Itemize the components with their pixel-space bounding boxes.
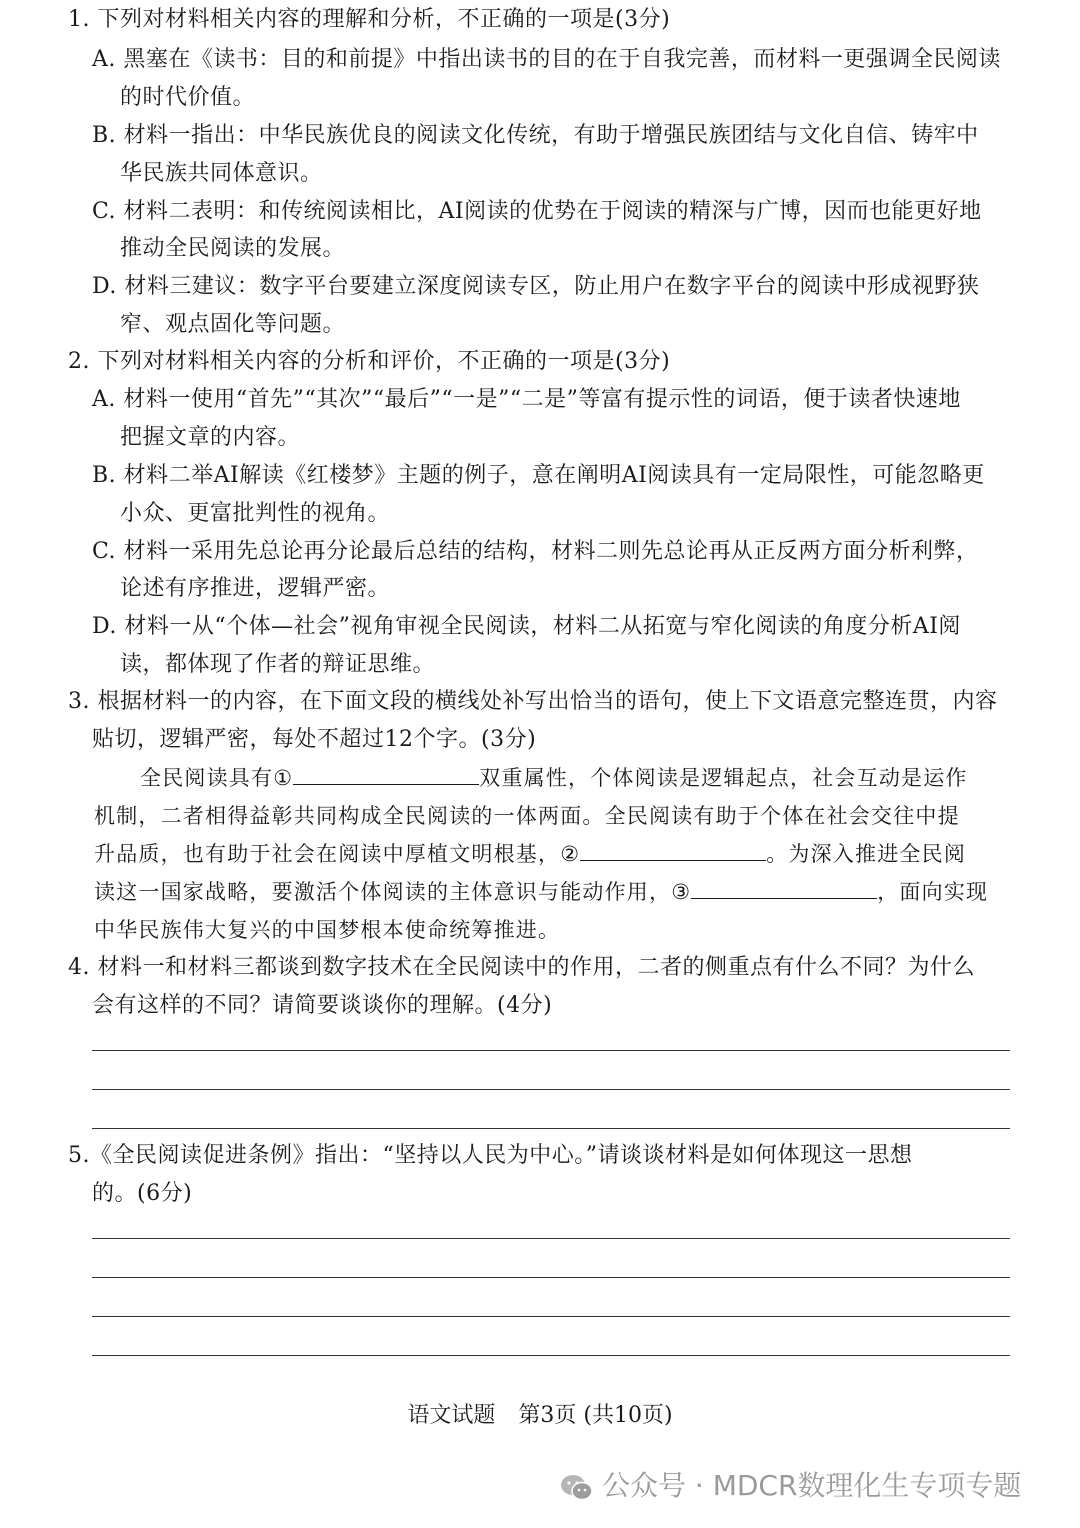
q2-option-b-cont: 小众、更富批判性的视角。	[120, 501, 391, 526]
q4-answer-line[interactable]	[92, 1050, 1010, 1051]
blank-1[interactable]	[293, 762, 479, 785]
q2-option-d: D. 材料一从“个体—社会”视角审视全民阅读，材料二从拓宽与窄化阅读的角度分析AI阅	[92, 614, 961, 639]
page-footer	[0, 1400, 1080, 1432]
q1-stem: 1. 下列对材料相关内容的理解和分析，不正确的一项是(3分)	[68, 7, 671, 32]
q2-option-a: A. 材料一使用“首先”“其次”“最后”“一是”“二是”等富有提示性的词语，便于读者快速地	[92, 387, 961, 412]
q1-option-b-cont: 华民族共同体意识。	[120, 161, 323, 186]
footer-page-number: 第3页 (共10页)	[518, 1403, 673, 1428]
q4-answer-line[interactable]	[92, 1089, 1010, 1090]
q1-option-c-cont: 推动全民阅读的发展。	[120, 236, 346, 261]
q2-stem: 2. 下列对材料相关内容的分析和评价，不正确的一项是(3分)	[68, 349, 671, 374]
q5-answer-line[interactable]	[92, 1277, 1010, 1278]
blank-2[interactable]	[580, 838, 766, 861]
q4-stem: 4. 材料一和材料三都谈到数字技术在全民阅读中的作用，二者的侧重点有什么不同？为什么	[68, 955, 975, 980]
wechat-icon	[560, 1473, 594, 1501]
q3-passage-line-1: 全民阅读具有① 双重属性，个体阅读是逻辑起点，社会互动是运作	[140, 762, 968, 794]
q4-answer-line[interactable]	[92, 1128, 1010, 1129]
q1-option-b: B. 材料一指出：中华民族优良的阅读文化传统，有助于增强民族团结与文化自信、铸牢中	[92, 123, 979, 148]
blank-3[interactable]	[691, 876, 877, 899]
q5-stem-cont: 的。(6分)	[92, 1181, 193, 1206]
q4-stem-cont: 会有这样的不同？请简要谈谈你的理解。(4分)	[92, 993, 553, 1018]
q5-stem: 5.《全民阅读促进条例》指出：“坚持以人民为中心。”请谈谈材料是如何体现这一思想	[68, 1143, 913, 1168]
q3-stem-cont: 贴切，逻辑严密，每处不超过12个字。(3分)	[92, 727, 537, 752]
q2-option-c: C. 材料一采用先总论再分论最后总结的结构，材料二则先总论再从正反两方面分析利弊，	[92, 539, 979, 564]
q3-stem: 3. 根据材料一的内容，在下面文段的横线处补写出恰当的语句，使上下文语意完整连贯，内容	[68, 689, 998, 714]
watermark-text: 公众号 · MDCR数理化生专项专题	[602, 1469, 1022, 1502]
q3-passage-line-3: 升品质，也有助于社会在阅读中厚植文明根基，② 。为深入推进全民阅	[94, 838, 966, 870]
watermark	[560, 1466, 1080, 1506]
q1-option-a: A. 黑塞在《读书：目的和前提》中指出读书的目的在于自我完善，而材料一更强调全民阅读	[92, 47, 1001, 72]
q2-option-b: B. 材料二举AI解读《红楼梦》主题的例子，意在阐明AI阅读具有一定局限性，可能忽略更	[92, 463, 985, 488]
q2-option-d-cont: 读，都体现了作者的辩证思维。	[120, 652, 436, 677]
q3-passage-line-4: 读这一国家战略，要激活个体阅读的主体意识与能动作用，③ ，面向实现	[94, 876, 988, 908]
q3-passage-line-2: 机制，二者相得益彰共同构成全民阅读的一体两面。全民阅读有助于个体在社会交往中提	[94, 804, 960, 828]
q5-answer-line[interactable]	[92, 1316, 1010, 1317]
q1-option-a-cont: 的时代价值。	[120, 85, 256, 110]
q1-option-d-cont: 窄、观点固化等问题。	[120, 312, 346, 337]
q1-option-d: D. 材料三建议：数字平台要建立深度阅读专区，防止用户在数字平台的阅读中形成视野狭	[92, 274, 980, 299]
q1-option-c: C. 材料二表明：和传统阅读相比，AI阅读的优势在于阅读的精深与广博，因而也能更好地	[92, 199, 982, 224]
q5-answer-line[interactable]	[92, 1238, 1010, 1239]
q5-answer-line[interactable]	[92, 1355, 1010, 1356]
q2-option-a-cont: 把握文章的内容。	[120, 425, 301, 450]
q2-option-c-cont: 论述有序推进，逻辑严密。	[120, 576, 391, 601]
footer-subject: 语文试题	[407, 1403, 496, 1428]
q3-passage-line-5: 中华民族伟大复兴的中国梦根本使命统筹推进。	[94, 918, 561, 942]
